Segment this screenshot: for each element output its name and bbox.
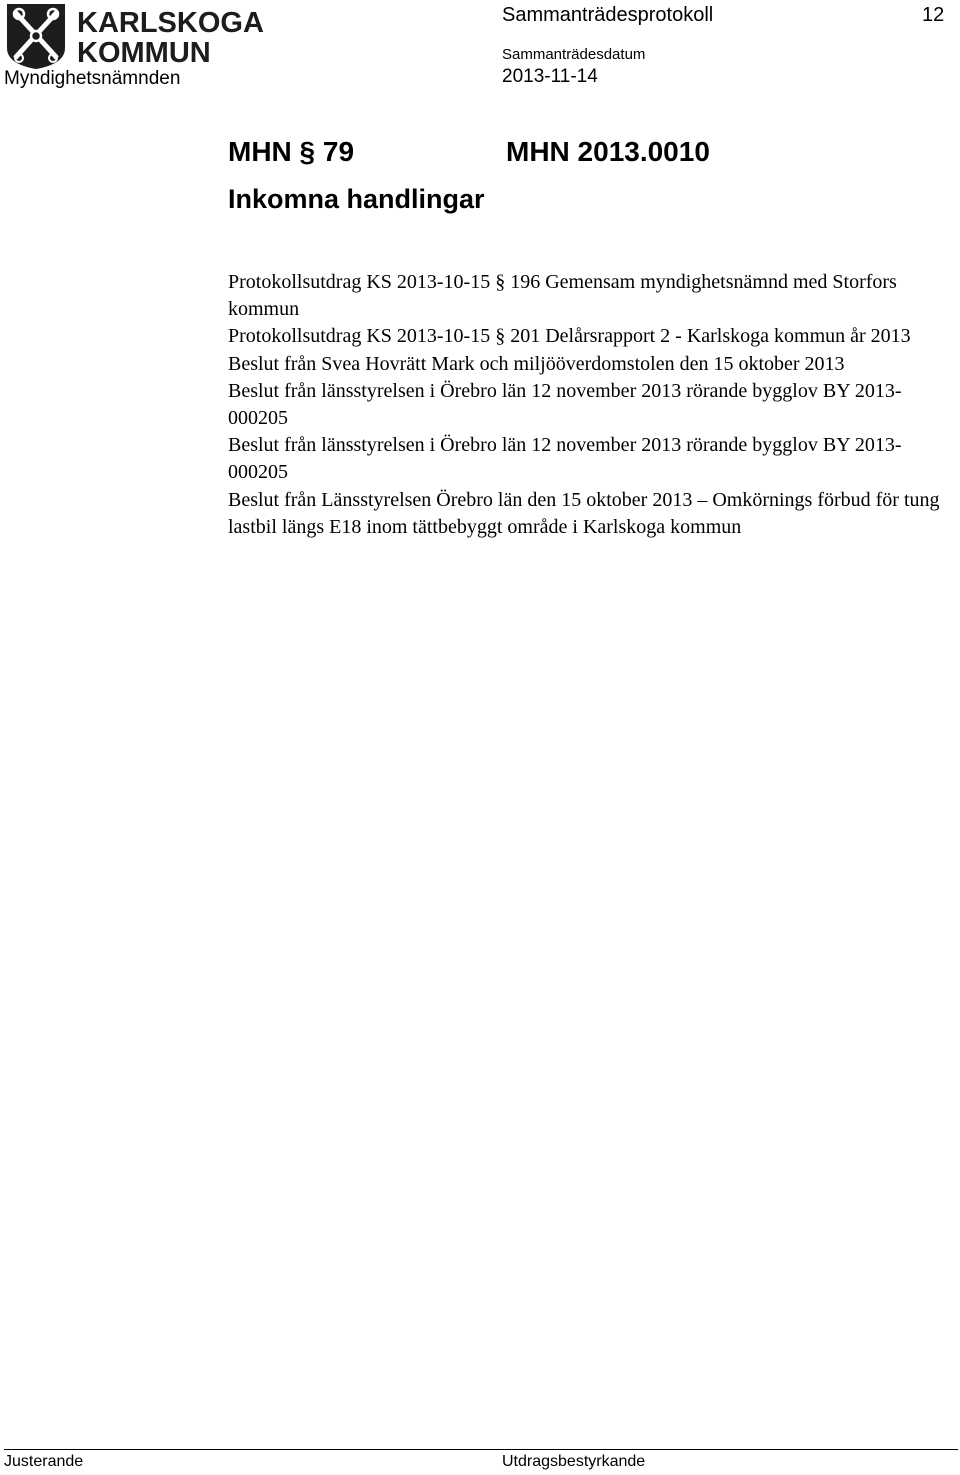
case-paragraph: MHN § 79 [228,136,355,167]
page-number: 12 [922,4,945,26]
karlskoga-kommun-logo [3,2,264,70]
document-entry: Protokollsutdrag KS 2013-10-15 § 201 Delårsrapport 2 - Karlskoga kommun år 2013 [228,325,911,348]
document-entry: Beslut från länsstyrelsen i Örebro län 12 november 2013 rörande bygglov BY 2013-000205 [228,434,902,484]
protocol-title: Sammanträdesprotokoll [502,4,714,26]
meeting-date-label: Sammanträdesdatum [502,46,646,63]
footer-justerande-label: Justerande [4,1453,84,1470]
footer-utdragsbestyrkande-label: Utdragsbestyrkande [502,1453,646,1470]
footer-divider [4,1449,958,1450]
document-entry: Beslut från länsstyrelsen i Örebro län 12 november 2013 rörande bygglov BY 2013-000205 [228,379,902,430]
logo-text-line1: KARLSKOGA [77,7,264,39]
incoming-documents-list [228,269,956,541]
section-title: Inkomna handlingar [228,184,485,214]
document-entry: Beslut från Svea Hovrätt Mark och miljööverdomstolen den 15 oktober 2013 [228,352,845,375]
document-entry: Protokollsutdrag KS 2013-10-15 § 196 Gemensam myndighetsnämnd med Storfors kommun [228,271,897,321]
meeting-date-value: 2013-11-14 [502,66,598,87]
logo-text-line2: KOMMUN [77,37,211,69]
case-number: MHN 2013.0010 [506,136,710,167]
document-entry: Beslut från Länsstyrelsen Örebro län den 15 oktober 2013 – Omkörnings förbud för tung lastbil längs E18 inom tättbebyggt område i Karlskoga kommun [228,488,940,538]
department-name: Myndighetsnämnden [4,68,181,89]
karlskoga-coat-of-arms-icon [7,4,65,69]
